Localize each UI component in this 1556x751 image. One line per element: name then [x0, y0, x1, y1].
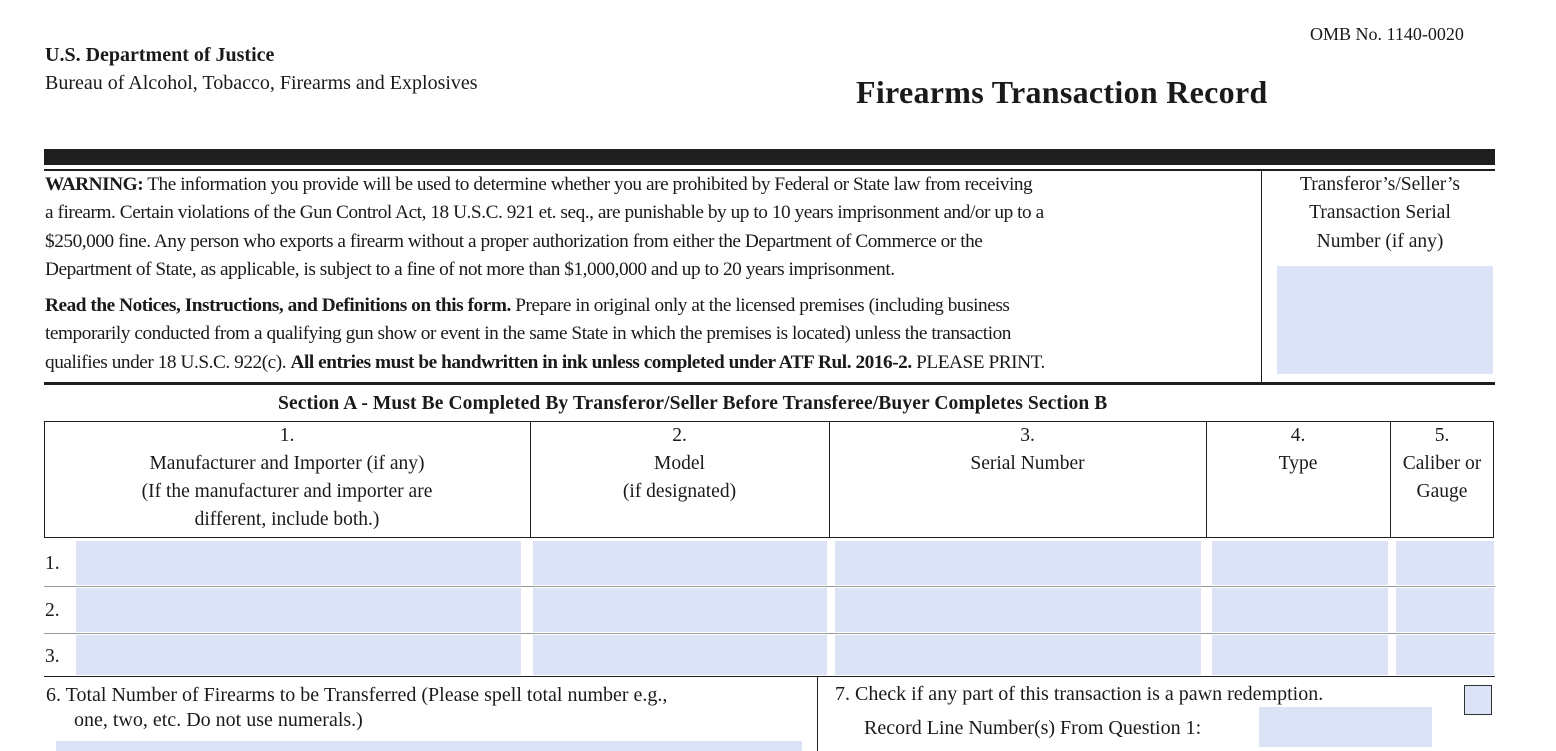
- row-2-model-input[interactable]: [533, 588, 827, 632]
- serial-number-label: [1268, 171, 1492, 256]
- row-3-model-input[interactable]: [533, 635, 827, 675]
- warning-line-3: $250,000 fine. Any person who exports a firearm without a proper authorization from either the Department of Commerce or the: [45, 230, 983, 252]
- warning-line-2: a firearm. Certain violations of the Gun Control Act, 18 U.S.C. 921 et. seq., are punishable by up to 10 years imprisonment and/or up to a: [45, 202, 1044, 224]
- table-bottom-rule: [44, 676, 1495, 677]
- row-3-serial-number-input[interactable]: [835, 635, 1201, 675]
- record-line-numbers-label: Record Line Number(s) From Question 1:: [864, 717, 1202, 739]
- row-2-serial-number-input[interactable]: [835, 588, 1201, 632]
- question-divider: [817, 676, 818, 751]
- row-1-type-input[interactable]: [1212, 541, 1388, 585]
- question-6-label: 6. Total Number of Firearms to be Transferred (Please spell total number e.g.,: [46, 684, 668, 706]
- warning-bottom-rule: [44, 382, 1495, 385]
- transaction-serial-number-input[interactable]: [1277, 266, 1493, 374]
- column-header-caliber: [1390, 422, 1494, 506]
- column-number: 1.: [279, 425, 295, 446]
- column-header-type: [1206, 422, 1390, 478]
- total-firearms-input[interactable]: [56, 741, 802, 751]
- row-1-serial-number-input[interactable]: [835, 541, 1201, 585]
- notice-line-1-rest: Prepare in original only at the licensed premises (including business: [510, 295, 1010, 316]
- column-label: different, include both.): [194, 509, 380, 530]
- column-label: (if designated): [622, 481, 737, 502]
- notice-line-2: temporarily conducted from a qualifying gun show or event in the same State in which the premises is located) unless the transaction: [45, 323, 1011, 345]
- form-title: Firearms Transaction Record: [856, 74, 1268, 110]
- warning-line-4: Department of State, as applicable, is subject to a fine of not more than $1,000,000 and up to 20 years imprisonment.: [45, 259, 895, 281]
- column-label: Manufacturer and Importer (if any): [149, 453, 425, 474]
- bureau-name: Bureau of Alcohol, Tobacco, Firearms and Explosives: [45, 72, 478, 94]
- column-number: 5.: [1434, 425, 1450, 446]
- row-number: 1.: [45, 553, 60, 574]
- serial-label-line-1: Transferor’s/Seller’s: [1300, 174, 1460, 195]
- column-label: Gauge: [1416, 481, 1468, 502]
- pawn-redemption-checkbox[interactable]: [1464, 685, 1492, 715]
- row-divider: [44, 633, 1495, 634]
- column-label: (If the manufacturer and importer are: [141, 481, 433, 502]
- warning-paragraph: [45, 171, 1257, 285]
- header-rule-thick: [44, 149, 1495, 165]
- row-1-caliber-input[interactable]: [1396, 541, 1494, 585]
- row-3-manufacturer-input[interactable]: [76, 635, 521, 675]
- row-3-type-input[interactable]: [1212, 635, 1388, 675]
- row-number: 3.: [45, 646, 60, 667]
- column-label: Model: [654, 453, 705, 474]
- warning-label: WARNING:: [45, 174, 144, 195]
- column-label: Type: [1278, 453, 1318, 474]
- serial-label-line-3: Number (if any): [1316, 230, 1444, 252]
- warning-text: The information you provide will be used to determine whether you are prohibited by Federal or State law from receiving: [143, 174, 1033, 195]
- column-label: Caliber or: [1402, 453, 1482, 474]
- row-2-caliber-input[interactable]: [1396, 588, 1494, 632]
- column-number: 3.: [1020, 425, 1035, 446]
- notice-line-3-bold: All entries must be handwritten in ink unless completed under ATF Rul. 2016-2.: [290, 351, 912, 373]
- column-label: Serial Number: [970, 453, 1085, 474]
- notice-line-1: [45, 292, 1257, 320]
- notice-line-3-end: PLEASE PRINT.: [911, 351, 1045, 373]
- row-1-manufacturer-input[interactable]: [76, 541, 521, 585]
- department-name: U.S. Department of Justice: [45, 44, 275, 66]
- notice-line-3-start: qualifies under 18 U.S.C. 922(c).: [45, 351, 291, 373]
- row-1-model-input[interactable]: [533, 541, 827, 585]
- notice-line-3: [45, 349, 1257, 377]
- row-2-manufacturer-input[interactable]: [76, 588, 521, 632]
- row-3-caliber-input[interactable]: [1396, 635, 1494, 675]
- row-divider: [44, 586, 1495, 587]
- column-number: 4.: [1290, 425, 1306, 446]
- warning-line-1: [45, 171, 1257, 199]
- question-7-label: 7. Check if any part of this transaction is a pawn redemption.: [835, 683, 1324, 705]
- row-2-type-input[interactable]: [1212, 588, 1388, 632]
- serial-label-line-2: Transaction Serial: [1309, 202, 1451, 224]
- section-a-title: Section A - Must Be Completed By Transferor/Seller Before Transferee/Buyer Completes Section B: [278, 393, 1108, 414]
- row-number: 2.: [45, 600, 60, 621]
- column-header-serial-number: [829, 422, 1226, 478]
- notice-paragraph: [45, 292, 1257, 377]
- serial-box-divider: [1261, 171, 1262, 383]
- omb-number: OMB No. 1140-0020: [1310, 24, 1464, 44]
- column-number: 2.: [672, 425, 687, 446]
- question-6-label-line-2: one, two, etc. Do not use numerals.): [74, 709, 363, 731]
- notice-bold-start: Read the Notices, Instructions, and Definitions on this form.: [45, 295, 511, 316]
- column-header-manufacturer: [44, 422, 530, 534]
- record-line-numbers-input[interactable]: [1259, 707, 1432, 747]
- column-header-model: [530, 422, 829, 506]
